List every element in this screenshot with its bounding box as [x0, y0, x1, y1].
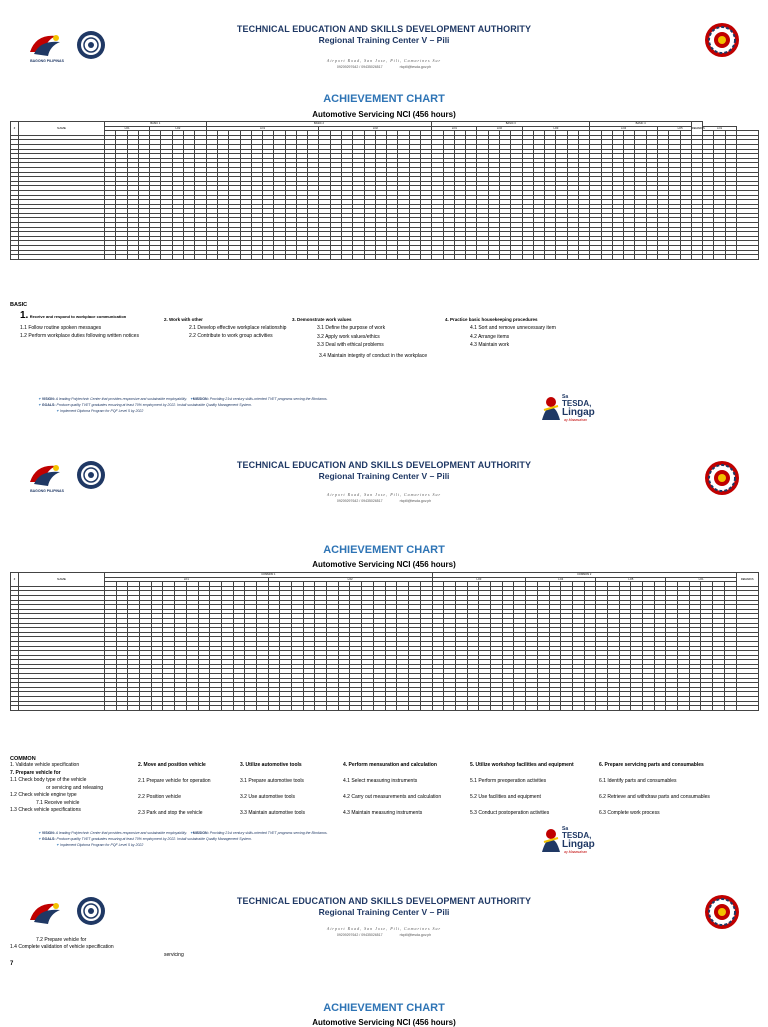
score-cell[interactable] [172, 255, 183, 260]
common-col-1-line-3: 1.1 Check body type of the vehicle [10, 777, 87, 783]
header-lo-0: LO1 [105, 577, 269, 582]
header-lo-7: LO4 [590, 126, 658, 131]
email-address: rtcpili@tesda.gov.ph [399, 499, 432, 503]
star-bullet-icon: ✦ [189, 831, 193, 835]
header-group-0: BASIC 1 [105, 122, 207, 127]
score-cell[interactable] [561, 706, 573, 711]
basic-item-2-sub-1: 2.1 Develop effective workplace relationship [189, 325, 287, 331]
header-block [0, 24, 768, 45]
name-cell[interactable] [19, 255, 105, 260]
vision-label: VISION: [41, 397, 55, 401]
table-row [11, 255, 759, 260]
header-group-2: BASIC 3 [432, 122, 590, 127]
goal-2: Install sustainable Quality Management System. [177, 837, 252, 841]
vision-text: A leading Polytechnic Center that provides responsive and sustainable employability. [55, 397, 187, 401]
basic-item-1 [20, 312, 126, 321]
mission-label: MISSION: [192, 397, 209, 401]
basic-item-2: 2. Work with other [164, 317, 203, 322]
center-name: Regional Training Center V – Pili [318, 907, 450, 917]
score-cell[interactable] [274, 255, 285, 260]
header-lo-3: LO4 [526, 577, 596, 582]
lingap-sa: Sa [562, 394, 569, 400]
org-name: TECHNICAL EDUCATION AND SKILLS DEVELOPMENT AUTHORITY [236, 24, 532, 34]
common-col-1-line-1: 1. Validate vehicle specification [10, 762, 80, 768]
score-cell[interactable] [612, 255, 623, 260]
score-cell[interactable] [375, 255, 386, 260]
common-col-6-item-3: 6.3 Complete work process [599, 810, 660, 816]
score-cell[interactable] [408, 706, 420, 711]
bagong-pilipinas-label: BAGONG PILIPINAS [30, 59, 64, 63]
page3-line-1: 7.2 Prepare vehicle for [36, 937, 87, 943]
star-bullet-icon: ✦ [38, 831, 41, 835]
vision-label: VISION: [41, 831, 55, 835]
phone-number: 09209297642 / 09435026517 [336, 933, 383, 937]
score-cell[interactable] [646, 255, 657, 260]
contact-line [0, 933, 768, 937]
score-cell[interactable] [116, 255, 127, 260]
score-cell[interactable] [514, 706, 526, 711]
star-bullet-icon: ✦ [38, 403, 41, 407]
header-number: # [11, 573, 19, 587]
score-cell[interactable] [703, 255, 714, 260]
score-cell[interactable] [315, 706, 327, 711]
header-name: NAME [19, 573, 105, 587]
header-lo-4: LO1 [432, 126, 477, 131]
score-cell[interactable] [499, 255, 510, 260]
score-cell[interactable] [590, 255, 601, 260]
basic-item-1-sub-2: 1.2 Perform workplace duties following written notices [20, 333, 139, 339]
contact-line [0, 499, 768, 503]
bagong-pilipinas-label: BAGONG PILIPINAS [30, 489, 64, 493]
score-cell[interactable] [657, 255, 668, 260]
score-cell[interactable] [128, 706, 140, 711]
header-lo-6: LO3 [522, 126, 590, 131]
common-col-5-item-1: 5.1 Perform preoperation activities [470, 778, 547, 784]
address: Airport Road, San Jose, Pili, Camarines Sur [326, 492, 442, 497]
center-name: Regional Training Center V – Pili [318, 471, 450, 481]
footer-vmg [38, 396, 328, 414]
lingap-tesda: TESDA, [562, 831, 592, 840]
score-cell[interactable] [263, 255, 274, 260]
score-cell[interactable] [502, 706, 514, 711]
score-cell[interactable] [116, 706, 128, 711]
header-lo-2: LO3 [432, 577, 526, 582]
header-group-0: COMMON 1 [105, 573, 433, 578]
header-lo-0: LO1 [105, 126, 150, 131]
header-group-1: BASIC 2 [206, 122, 432, 127]
goal-3: Implement Diploma Program for PQF Level 5 by 2022 [59, 409, 144, 413]
header-group-3: BASIC 4 [590, 122, 692, 127]
header-lo-2: LO1 [206, 126, 319, 131]
score-cell[interactable] [138, 255, 149, 260]
score-cell[interactable] [398, 255, 409, 260]
basic-item-3-sub-1: 3.1 Define the purpose of work [317, 325, 386, 331]
score-cell[interactable] [526, 706, 538, 711]
score-cell[interactable] [678, 706, 690, 711]
score-cell[interactable] [198, 706, 210, 711]
common-col-1 [10, 762, 103, 815]
score-cell[interactable] [210, 706, 222, 711]
lingap-tagline: ay Maaasahan [564, 850, 587, 854]
mission-text: Providing 21st century skills-oriented TVET programs serving the Bicolanos. [209, 397, 328, 401]
page3-line-2: 1.4 Complete validation of vehicle specification [10, 944, 114, 950]
common-col-6-item-2: 6.2 Retrieve and withdraw parts and consumables [599, 794, 710, 800]
score-cell[interactable] [105, 706, 117, 711]
basic-item-1-label: Receive and respond to workplace communication [29, 314, 127, 319]
basic-item-3-sub-4: 3.4 Maintain integrity of conduct in the workplace [319, 353, 428, 359]
common-col-1-line-7: 1.3 Check vehicle specifications [10, 807, 81, 813]
score-cell[interactable] [175, 706, 187, 711]
chart-title: ACHIEVEMENT CHART [323, 544, 445, 556]
score-cell[interactable] [456, 706, 468, 711]
common-col-4-item-2: 4.2 Carry out measurements and calculation [343, 794, 442, 800]
score-cell[interactable] [319, 255, 330, 260]
score-cell[interactable] [420, 706, 432, 711]
score-cell[interactable] [714, 255, 725, 260]
score-cell[interactable] [268, 706, 280, 711]
mission-text: Providing 21st century skills-oriented TVET programs serving the Bicolanos. [209, 831, 328, 835]
score-cell[interactable] [342, 255, 353, 260]
header-lo-1: LO2 [150, 126, 207, 131]
header-number: # [11, 122, 19, 136]
page-1 [0, 0, 768, 440]
tesda-lingap-logo [540, 826, 620, 856]
lingap-word: Lingap [562, 839, 595, 850]
basic-item-1-number: 1. [20, 310, 29, 321]
score-cell[interactable] [240, 255, 251, 260]
common-col-2-heading: 2. Move and position vehicle [138, 762, 206, 768]
email-address: rtcpili@tesda.gov.ph [399, 65, 432, 69]
score-cell[interactable] [466, 255, 477, 260]
header-lo-9: LO1 [703, 126, 737, 131]
page-2 [0, 448, 768, 888]
score-cell[interactable] [150, 255, 161, 260]
score-cell[interactable] [285, 255, 296, 260]
score-cell[interactable] [479, 706, 491, 711]
common-col-5-heading: 5. Utilize workshop facilities and equipment [470, 762, 574, 768]
score-cell[interactable] [296, 255, 307, 260]
score-cell[interactable] [725, 255, 736, 260]
address: Airport Road, San Jose, Pili, Camarines Sur [326, 58, 442, 63]
score-cell[interactable] [362, 706, 374, 711]
score-cell[interactable] [533, 255, 544, 260]
phone-number: 09209297642 / 09435026517 [336, 65, 383, 69]
common-col-2-item-1: 2.1 Prepare vehicle for operation [138, 778, 211, 784]
score-cell[interactable] [578, 255, 589, 260]
star-bullet-icon: ✦ [38, 397, 41, 401]
lingap-tesda: TESDA, [562, 399, 592, 408]
remarks-cell[interactable] [736, 706, 758, 711]
header-lo-5: LO2 [477, 126, 522, 131]
page-3 [0, 890, 768, 1027]
score-cell[interactable] [327, 706, 339, 711]
basic-item-4-sub-1: 4.1 Sort and remove unnecessary item [470, 325, 556, 331]
contact-line [0, 65, 768, 69]
header-block [0, 896, 768, 917]
common-col-5-item-3: 5.3 Conduct postoperation activities [470, 810, 550, 816]
basic-item-1-sub-1: 1.1 Follow routine spoken messages [20, 325, 102, 331]
goal-3: Implement Diploma Program for PQF Level 5 by 2022 [59, 843, 144, 847]
score-cell[interactable] [556, 255, 567, 260]
score-cell[interactable] [624, 255, 635, 260]
common-col-4-item-3: 4.3 Maintain measuring instruments [343, 810, 423, 816]
score-cell[interactable] [251, 255, 262, 260]
score-cell[interactable] [292, 706, 304, 711]
score-cell[interactable] [303, 706, 315, 711]
header-lo-3: LO2 [319, 126, 432, 131]
page3-line-3: servicing [164, 952, 184, 958]
basic-item-3-sub-3: 3.3 Deal with ethical problems [317, 342, 384, 348]
score-cell[interactable] [151, 706, 163, 711]
star-bullet-icon: ✦ [56, 409, 59, 413]
goals-label: GOALS: [41, 837, 56, 841]
basic-item-3: 3. Demonstrate work values [292, 317, 352, 322]
score-cell[interactable] [373, 706, 385, 711]
score-cell[interactable] [338, 706, 350, 711]
score-cell[interactable] [421, 255, 432, 260]
score-cell[interactable] [689, 706, 701, 711]
score-cell[interactable] [308, 255, 319, 260]
common-col-2-item-2: 2.2 Position vehicle [138, 794, 182, 800]
score-cell[interactable] [229, 255, 240, 260]
score-cell[interactable] [195, 255, 206, 260]
goal-1: Produce quality TVET graduates ensuring at least 70% employment by 2022. [56, 837, 177, 841]
header-remarks: REMARKS [691, 122, 702, 136]
star-bullet-icon: ✦ [189, 397, 193, 401]
score-cell[interactable] [217, 255, 228, 260]
score-cell[interactable] [385, 706, 397, 711]
score-cell[interactable] [350, 706, 362, 711]
goal-2: Install sustainable Quality Management System. [177, 403, 252, 407]
tesda-lingap-logo [540, 394, 620, 424]
common-col-3-item-3: 3.3 Maintain automotive tools [240, 810, 306, 816]
phone-number: 09209297642 / 09435026517 [336, 499, 383, 503]
score-cell[interactable] [643, 706, 655, 711]
basic-item-4-sub-2: 4.2 Arrange items [470, 334, 510, 340]
common-col-5-item-2: 5.2 Use facilities and equipment [470, 794, 541, 800]
header-lo-5: LO1 [666, 577, 736, 582]
common-col-3-item-2: 3.2 Use automotive tools [240, 794, 296, 800]
score-cell[interactable] [183, 255, 194, 260]
common-col-1-line-5: 1.2 Check vehicle engine type [10, 792, 77, 798]
score-cell[interactable] [206, 255, 217, 260]
score-cell[interactable] [353, 255, 364, 260]
score-cell[interactable] [161, 255, 172, 260]
star-bullet-icon: ✦ [38, 837, 41, 841]
common-heading: COMMON [10, 756, 36, 762]
score-cell[interactable] [280, 706, 292, 711]
lingap-sa: Sa [562, 826, 569, 832]
score-cell[interactable] [567, 255, 578, 260]
score-cell[interactable] [245, 706, 257, 711]
score-cell[interactable] [545, 255, 556, 260]
header-lo-1: LO2 [268, 577, 432, 582]
score-cell[interactable] [186, 706, 198, 711]
score-cell[interactable] [596, 706, 608, 711]
score-cell[interactable] [669, 255, 680, 260]
common-col-2-item-3: 2.3 Park and stop the vehicle [138, 810, 203, 816]
goals-label: GOALS: [41, 403, 56, 407]
common-col-3-heading: 3. Utilize automotive tools [240, 762, 302, 768]
score-cell[interactable] [691, 255, 702, 260]
chart-subtitle-partial: Automotive Servicing NCI (456 hours) [312, 1018, 456, 1027]
lingap-tagline: ay Maaasahan [564, 418, 587, 422]
chart-title: ACHIEVEMENT CHART [323, 93, 445, 105]
common-col-1-line-6: 7.1 Receive vehicle [36, 799, 80, 806]
lingap-word: Lingap [562, 407, 595, 418]
common-col-4-item-1: 4.1 Select measuring instruments [343, 778, 418, 784]
footer-vmg [38, 830, 328, 848]
common-col-1-line-4: or servicing and releasing [46, 784, 103, 791]
score-cell[interactable] [713, 706, 725, 711]
org-name: TECHNICAL EDUCATION AND SKILLS DEVELOPMENT AUTHORITY [236, 896, 532, 906]
row-number [11, 255, 19, 260]
score-cell[interactable] [635, 255, 646, 260]
name-cell[interactable] [19, 706, 105, 711]
vision-text: A leading Polytechnic Center that provides responsive and sustainable employability. [55, 831, 187, 835]
score-cell[interactable] [233, 706, 245, 711]
score-cell[interactable] [491, 706, 503, 711]
score-cell[interactable] [364, 255, 375, 260]
common-col-4-heading: 4. Perform mensuration and calculation [343, 762, 437, 768]
score-cell[interactable] [140, 706, 152, 711]
score-cell[interactable] [432, 706, 444, 711]
score-cell[interactable] [654, 706, 666, 711]
score-cell[interactable] [256, 706, 268, 711]
header-group-1: COMMON 2 [432, 573, 736, 578]
score-cell[interactable] [607, 706, 619, 711]
chart-subtitle: Automotive Servicing NCI (456 hours) [312, 560, 456, 569]
email-address: rtcpili@tesda.gov.ph [399, 933, 432, 937]
score-cell[interactable] [724, 706, 736, 711]
header-lo-8: LO5 [657, 126, 702, 131]
achievement-table-basic [10, 121, 759, 260]
score-cell[interactable] [409, 255, 420, 260]
score-cell[interactable] [432, 255, 443, 260]
star-bullet-icon: ✦ [56, 843, 59, 847]
score-cell[interactable] [221, 706, 233, 711]
score-cell[interactable] [387, 255, 398, 260]
score-cell[interactable] [619, 706, 631, 711]
common-col-1-line-2: 7. Prepare vehicle for [10, 769, 61, 776]
score-cell[interactable] [477, 255, 488, 260]
header-block [0, 460, 768, 481]
chart-title: ACHIEVEMENT CHART [323, 1002, 445, 1014]
score-cell[interactable] [537, 706, 549, 711]
score-cell[interactable] [666, 706, 678, 711]
basic-item-3-sub-2: 3.2 Apply work values/ethics [317, 334, 380, 340]
goal-1: Produce quality TVET graduates ensuring at least 70% employment by 2022. [56, 403, 177, 407]
score-cell[interactable] [163, 706, 175, 711]
row-number [11, 706, 19, 711]
common-col-6-item-1: 6.1 Identify parts and consumables [599, 778, 677, 784]
header-remarks: REMARKS [736, 573, 758, 587]
score-cell[interactable] [601, 255, 612, 260]
score-cell[interactable] [631, 706, 643, 711]
basic-heading: BASIC [10, 302, 28, 308]
score-cell[interactable] [680, 255, 691, 260]
score-cell[interactable] [549, 706, 561, 711]
basic-item-4: 4. Practice basic housekeeping procedures [445, 317, 538, 322]
score-cell[interactable] [454, 255, 465, 260]
address: Airport Road, San Jose, Pili, Camarines Sur [326, 926, 442, 931]
score-cell[interactable] [443, 255, 454, 260]
score-cell[interactable] [330, 255, 341, 260]
score-cell[interactable] [701, 706, 713, 711]
common-col-3-item-1: 3.1 Prepare automotive tools [240, 778, 304, 784]
score-cell[interactable] [511, 255, 522, 260]
score-cell[interactable] [584, 706, 596, 711]
page-number: 7 [10, 961, 14, 967]
table-row [11, 706, 759, 711]
score-cell[interactable] [105, 255, 116, 260]
score-cell[interactable] [444, 706, 456, 711]
achievement-table-common [10, 572, 759, 711]
basic-item-2-sub-2: 2.2 Contribute to work group activities [189, 333, 273, 339]
remarks-cell[interactable] [737, 255, 759, 260]
common-col-6-heading: 6. Prepare servicing parts and consumables [599, 762, 704, 768]
center-name: Regional Training Center V – Pili [318, 35, 450, 45]
score-cell[interactable] [488, 255, 499, 260]
score-cell[interactable] [467, 706, 479, 711]
chart-subtitle: Automotive Servicing NCI (456 hours) [312, 110, 456, 119]
basic-item-4-sub-3: 4.3 Maintain work [470, 342, 510, 348]
mission-label: MISSION: [192, 831, 209, 835]
org-name: TECHNICAL EDUCATION AND SKILLS DEVELOPMENT AUTHORITY [236, 460, 532, 470]
score-cell[interactable] [127, 255, 138, 260]
header-name: NAME [19, 122, 105, 136]
score-cell[interactable] [572, 706, 584, 711]
header-lo-4: LO5 [596, 577, 666, 582]
score-cell[interactable] [522, 255, 533, 260]
score-cell[interactable] [397, 706, 409, 711]
